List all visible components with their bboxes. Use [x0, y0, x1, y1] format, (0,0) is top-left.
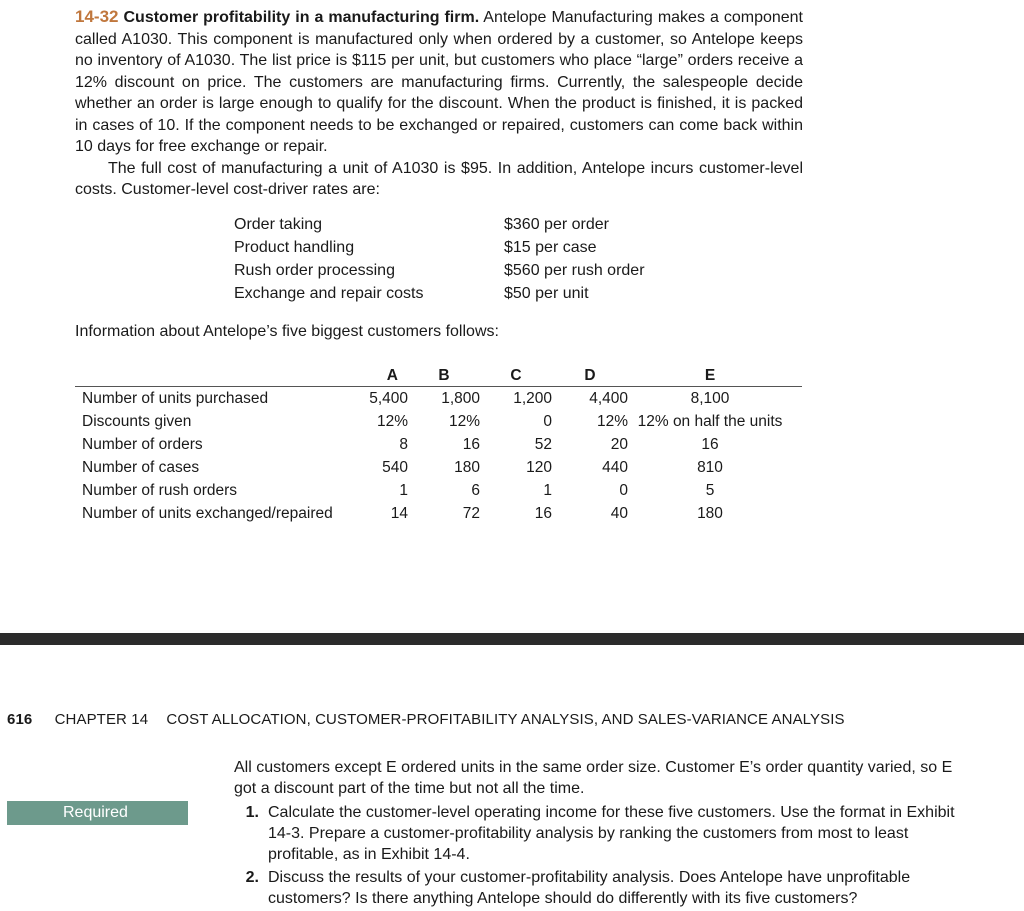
- rate-activity: Rush order processing: [234, 262, 395, 279]
- table-cell: 1: [543, 481, 552, 499]
- required-badge: Required: [7, 801, 188, 825]
- table-cell: 40: [610, 504, 628, 522]
- table-cell: 52: [534, 435, 552, 453]
- row-label: Number of units purchased: [82, 389, 269, 407]
- rate-row: [234, 236, 645, 259]
- rate-value: $15 per case: [504, 239, 597, 256]
- question-text: Discuss the results of your customer-profitability analysis. Does Antelope have unprofitable customers? Is there anything Antelope should do differently with its five customers?: [268, 869, 911, 907]
- page-number: 616: [7, 711, 33, 728]
- row-label: Number of units exchanged/repaired: [82, 504, 333, 522]
- table-cell: 12% on half the units: [637, 412, 783, 430]
- column-header: A: [386, 367, 398, 384]
- rate-value: $50 per unit: [504, 285, 589, 302]
- chapter-label: CHAPTER 14: [54, 711, 149, 728]
- table-cell: 180: [697, 504, 723, 522]
- table-cell: 16: [701, 435, 719, 453]
- requirements-section: [234, 757, 974, 909]
- table-cell: 12%: [376, 412, 408, 430]
- table-cell: 0: [619, 481, 628, 499]
- rate-row: [234, 282, 645, 305]
- column-header: C: [510, 367, 522, 384]
- table-cell: 180: [454, 458, 480, 476]
- table-cell: 0: [543, 412, 552, 430]
- customers-intro: Information about Antelope’s five biggest customers follows:: [75, 323, 499, 340]
- table-cell: 6: [471, 481, 480, 499]
- table-cell: 540: [382, 458, 408, 476]
- page-divider: [0, 633, 1024, 645]
- table-cell: 14: [390, 504, 408, 522]
- rate-activity: Product handling: [234, 239, 355, 256]
- customer-table: [75, 366, 802, 525]
- table-row: [75, 479, 802, 502]
- row-label: Number of orders: [82, 435, 203, 453]
- column-header: E: [704, 367, 716, 384]
- table-cell: 8,100: [690, 389, 730, 407]
- problem-title: Customer profitability in a manufacturing firm.: [123, 9, 480, 26]
- table-cell: 8: [399, 435, 408, 453]
- problem-paragraph-2: The full cost of manufacturing a unit of A1030 is $95. In addition, Antelope incurs customer-level costs. Customer-level cost-driver rates are:: [75, 159, 803, 198]
- row-label: Discounts given: [82, 412, 192, 430]
- problem-number: 14-32: [75, 7, 119, 26]
- table-cell: 12%: [596, 412, 628, 430]
- table-cell: 5,400: [369, 389, 408, 407]
- table-row: [75, 456, 802, 479]
- question-text: Calculate the customer-level operating income for these five customers. Use the format in Exhibit 14-3. Prepare a customer-profitability analysis by ranking the customers from most to least profitable, as in Exhibit 14-4.: [268, 804, 955, 863]
- table-row: [75, 387, 802, 410]
- row-label: Number of cases: [82, 458, 200, 476]
- table-cell: 440: [602, 458, 628, 476]
- rate-activity: Order taking: [234, 216, 323, 233]
- table-cell: 1: [399, 481, 408, 499]
- cost-driver-rates: [234, 213, 645, 305]
- problem-text: [75, 6, 803, 201]
- question-number: 2.: [245, 869, 259, 886]
- table-cell: 120: [526, 458, 552, 476]
- problem-body: Antelope Manufacturing makes a component called A1030. This component is manufactured only when ordered by a customer, so Antelope keeps no inventory of A1030. The list price is $115 per unit, but customers who place “large” orders receive a 12% discount on price. The customers are manufacturing firms. Currently, the salespeople decide whether an order is large enough to qualify for the discount. When the product is finished, it is packed in cases of 10. If the component needs to be exchanged or repaired, customers can come back within 10 days for free exchange or repair.: [75, 9, 804, 155]
- rate-row: [234, 213, 645, 236]
- table-row: [75, 433, 802, 456]
- table-cell: 810: [697, 458, 723, 476]
- question-number: 1.: [245, 804, 259, 821]
- rate-activity: Exchange and repair costs: [234, 285, 424, 302]
- column-header: B: [438, 367, 450, 384]
- table-cell: 16: [534, 504, 552, 522]
- table-cell: 1,800: [441, 389, 480, 407]
- row-label: Number of rush orders: [82, 481, 238, 499]
- chapter-title: COST ALLOCATION, CUSTOMER-PROFITABILITY ANALYSIS, AND SALES-VARIANCE ANALYSIS: [166, 711, 845, 728]
- table-cell: 12%: [448, 412, 480, 430]
- customer-e-note: All customers except E ordered units in the same order size. Customer E’s order quantity varied, so E got a discount part of the time but not all the time.: [234, 759, 953, 797]
- problem-paragraph-1: [75, 6, 803, 158]
- table-cell: 20: [610, 435, 628, 453]
- question-item: [234, 802, 974, 865]
- rate-value: $360 per order: [504, 216, 609, 233]
- table-cell: 1,200: [513, 389, 552, 407]
- table-cell: 16: [462, 435, 480, 453]
- rate-value: $560 per rush order: [504, 262, 645, 279]
- column-header: D: [584, 367, 596, 384]
- table-row: [75, 502, 802, 525]
- table-cell: 72: [462, 504, 480, 522]
- table-cell: 4,400: [589, 389, 628, 407]
- table-body: [75, 387, 802, 525]
- rate-row: [234, 259, 645, 282]
- chapter-header: [7, 711, 845, 728]
- table-row: [75, 410, 802, 433]
- table-header-row: [75, 366, 802, 387]
- question-item: [234, 867, 974, 909]
- table-cell: 5: [705, 481, 715, 499]
